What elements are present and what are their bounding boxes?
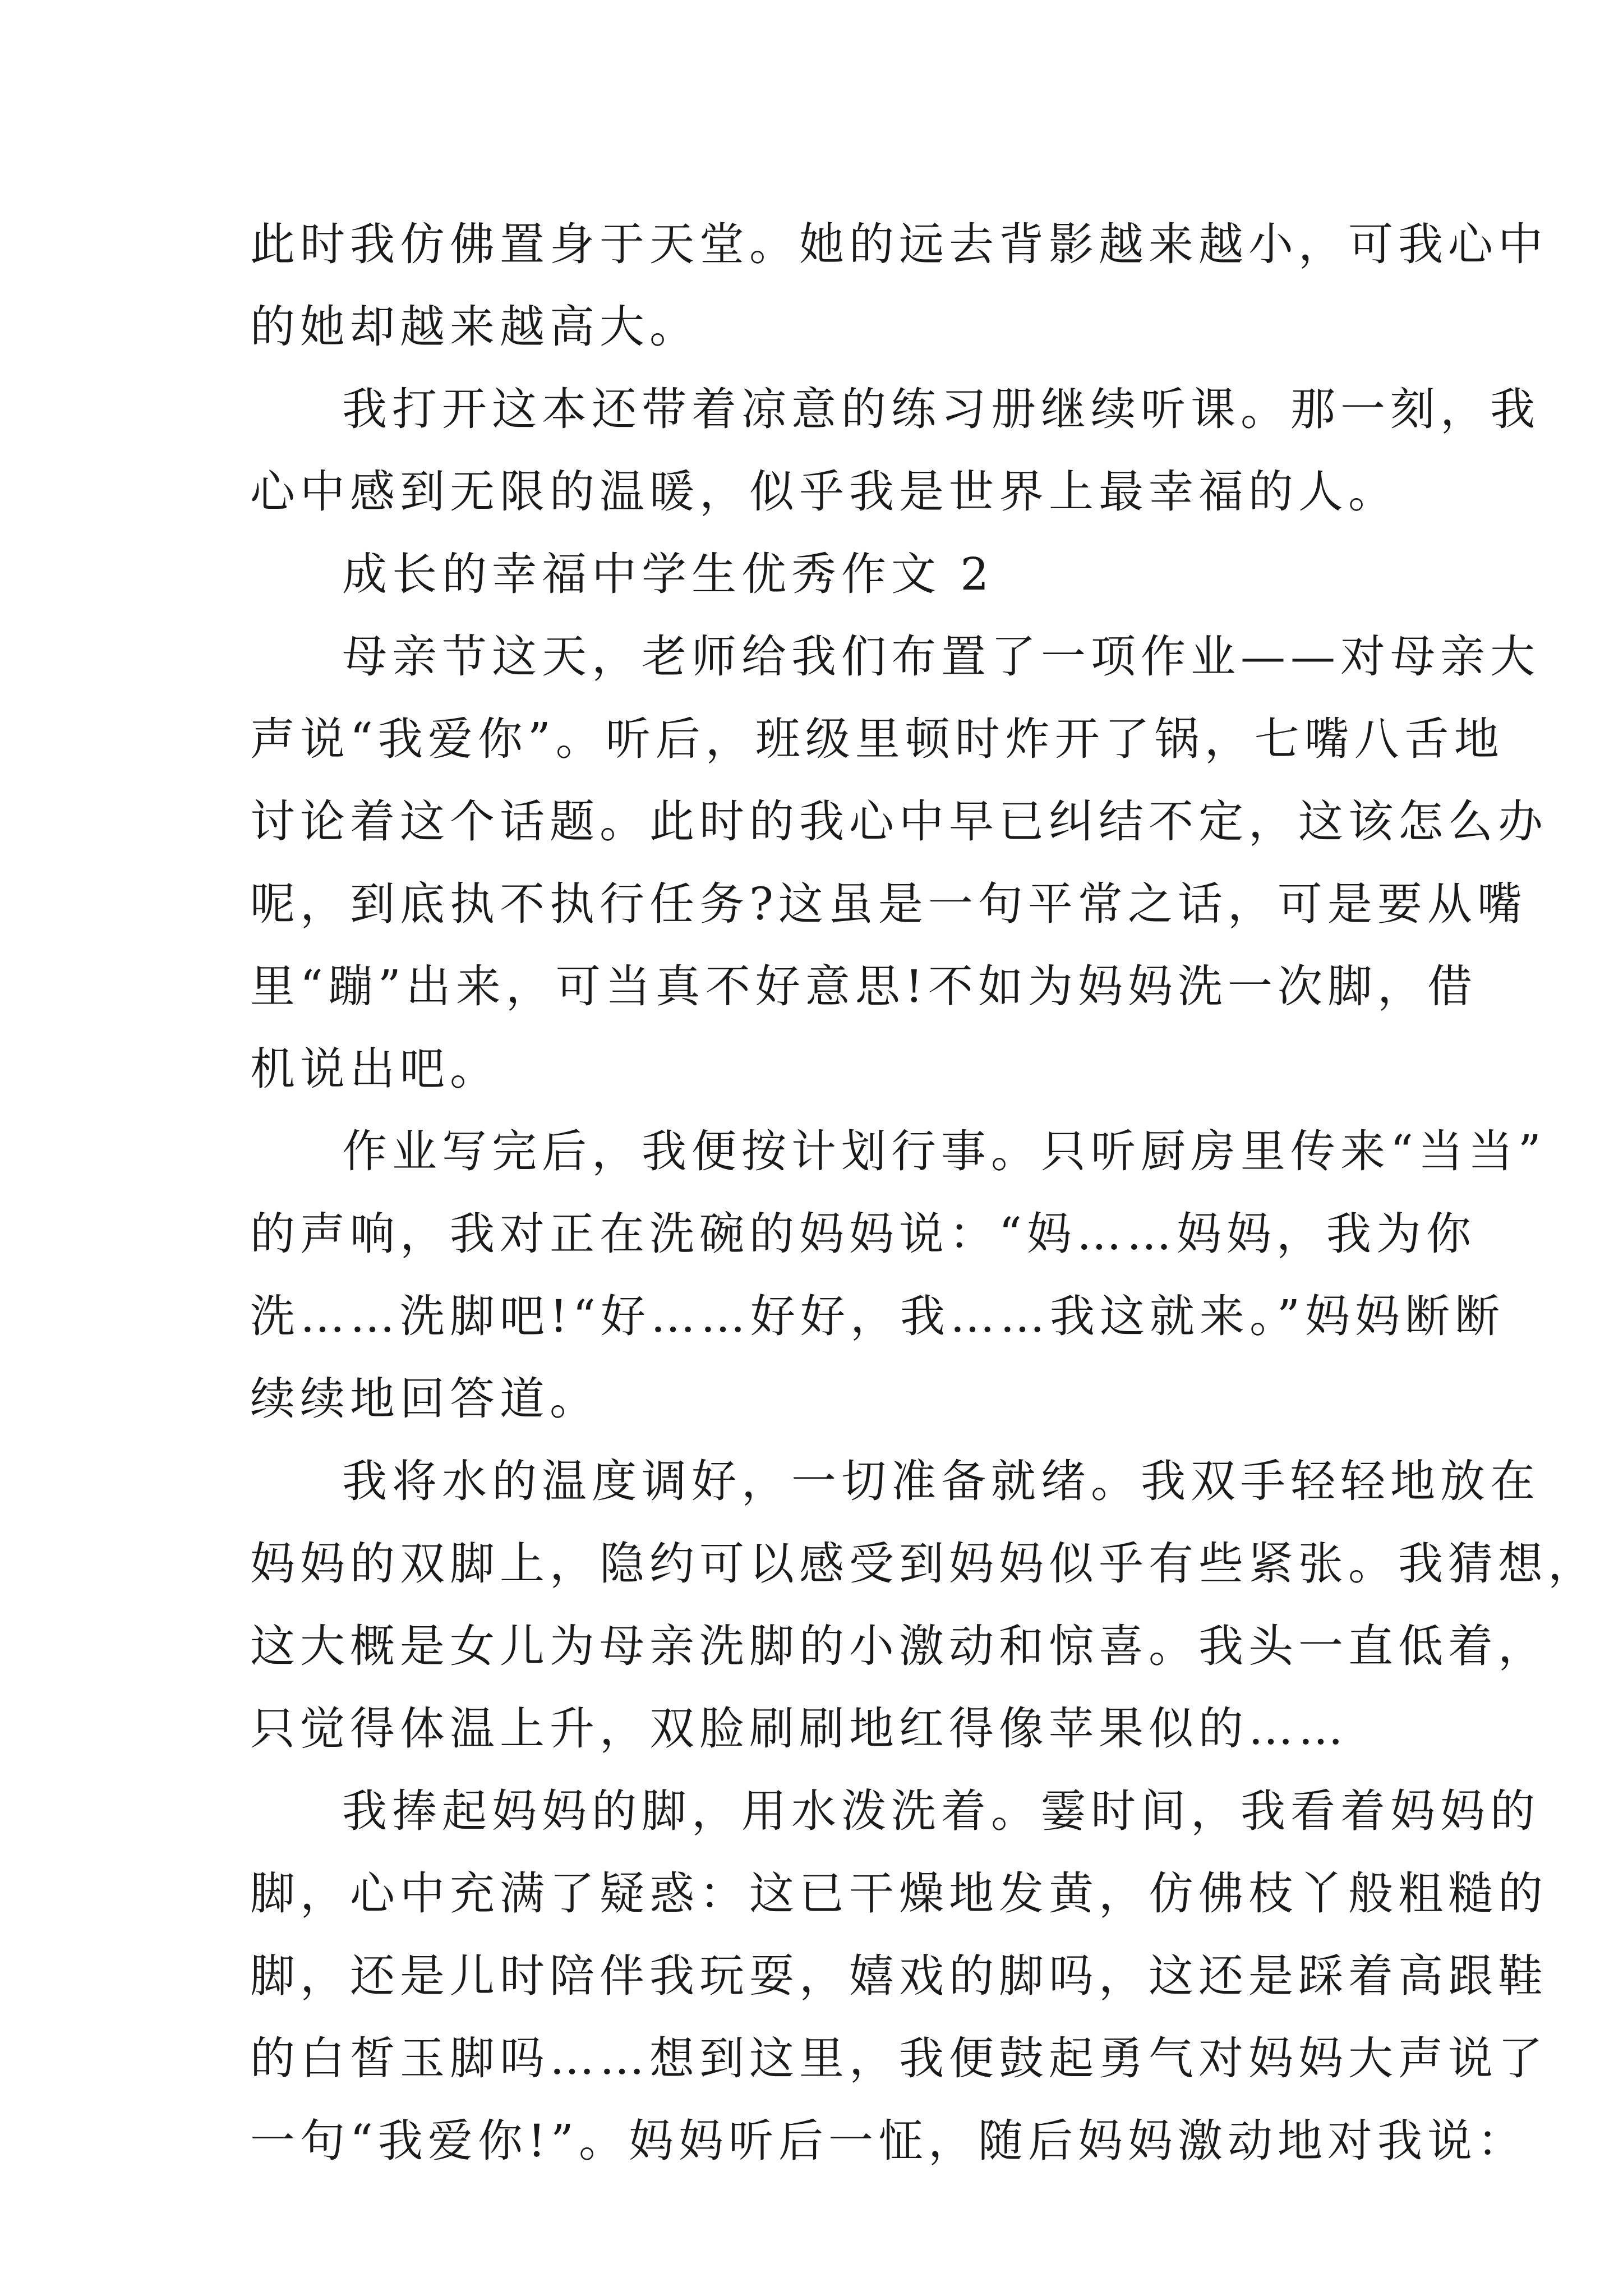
paragraph bbox=[250, 368, 1540, 533]
text-line: 声说“我爱你”。听后，班级里顿时炸开了锅，七嘴八舌地 bbox=[250, 713, 1504, 765]
text-line: 我打开这本还带着凉意的练习册继续听课。那一刻，我 bbox=[342, 383, 1540, 435]
paragraph bbox=[250, 1110, 1546, 1440]
text-line: 心中感到无限的温暖，似乎我是世界上最幸福的人。 bbox=[250, 466, 1398, 518]
text-line: 的白皙玉脚吗……想到这里，我便鼓起勇气对妈妈大声说了 bbox=[250, 2032, 1548, 2085]
text-line: 呢，到底执不执行任务?这虽是一句平常之话，可是要从嘴 bbox=[250, 878, 1527, 930]
text-line: 母亲节这天，老师给我们布置了一项作业——对母亲大 bbox=[342, 631, 1540, 683]
section-heading bbox=[250, 533, 1400, 615]
text-line: 脚，还是儿时陪伴我玩耍，嬉戏的脚吗，这还是踩着高跟鞋 bbox=[250, 1950, 1548, 2002]
heading-text: 成长的幸福中学生优秀作文 2 bbox=[342, 548, 994, 600]
text-line: 讨论着这个话题。此时的我心中早已纠结不定，这该怎么办 bbox=[250, 795, 1548, 848]
text-line: 机说出吧。 bbox=[250, 1043, 500, 1095]
text-line: 作业写完后，我便按计划行事。只听厨房里传来“当当” bbox=[342, 1125, 1546, 1177]
text-line: 续续地回答道。 bbox=[250, 1373, 600, 1425]
text-line: 这大概是女儿为母亲洗脚的小激动和惊喜。我头一直低着， bbox=[250, 1620, 1548, 1672]
text-line: 脚，心中充满了疑惑：这已干燥地发黄，仿佛枝丫般粗糙的 bbox=[250, 1867, 1548, 1920]
paragraph bbox=[250, 203, 1548, 368]
text-line: 我将水的温度调好，一切准备就绪。我双手轻轻地放在 bbox=[342, 1455, 1540, 1507]
text-line: 一句“我爱你!”。妈妈听后一怔，随后妈妈激动地对我说： bbox=[250, 2115, 1527, 2167]
paragraph bbox=[250, 1770, 1548, 2182]
text-line: 只觉得体温上升，双脸刷刷地红得像苹果似的…… bbox=[250, 1703, 1348, 1755]
text-line: 妈妈的双脚上，隐约可以感受到妈妈似乎有些紧张。我猜想， bbox=[250, 1538, 1598, 1590]
document-body bbox=[250, 203, 1598, 2182]
text-line: 的声响，我对正在洗碗的妈妈说：“妈……妈妈，我为你 bbox=[250, 1208, 1476, 1260]
text-line: 洗……洗脚吧!“好……好好，我……我这就来。”妈妈断断 bbox=[250, 1290, 1505, 1342]
text-line: 我捧起妈妈的脚，用水泼洗着。霎时间，我看着妈妈的 bbox=[342, 1785, 1540, 1837]
paragraph bbox=[250, 615, 1548, 1110]
paragraph bbox=[250, 1440, 1598, 1770]
text-line: 此时我仿佛置身于天堂。她的远去背影越来越小，可我心中 bbox=[250, 218, 1548, 270]
text-line: 里“蹦”出来，可当真不好意思!不如为妈妈洗一次脚，借 bbox=[250, 960, 1477, 1013]
text-line: 的她却越来越高大。 bbox=[250, 301, 699, 353]
